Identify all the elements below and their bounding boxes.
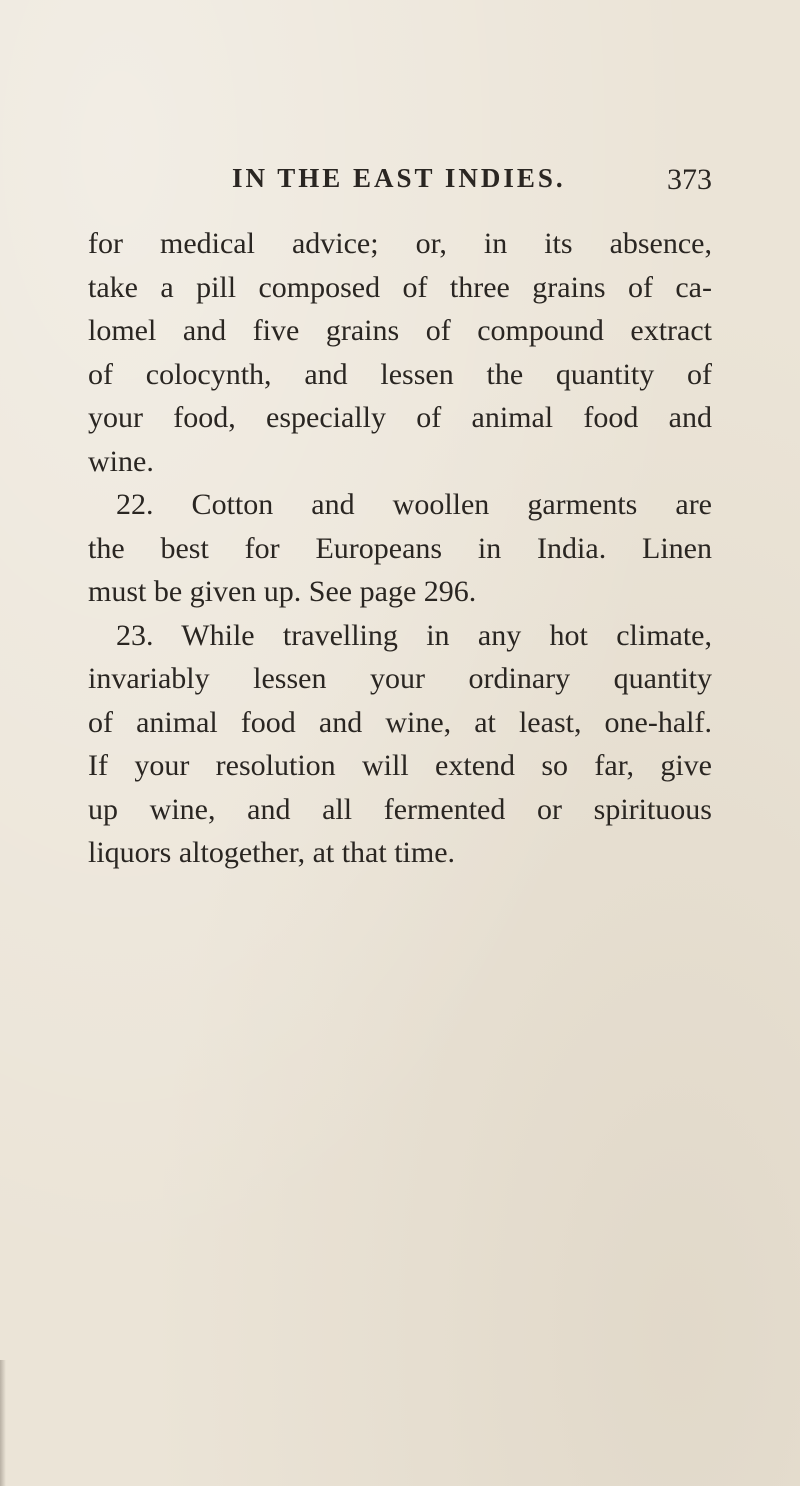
- text-line: 23. While travelling in any hot climate,: [116, 618, 712, 652]
- running-head-title: IN THE EAST INDIES.: [232, 163, 566, 193]
- body-text: [88, 222, 712, 875]
- text-line: wine.: [88, 444, 154, 478]
- text-line: your food, especially of animal food and: [88, 401, 712, 434]
- page-number: 373: [667, 163, 712, 196]
- text-line: take a pill composed of three grains of ca-: [88, 270, 712, 304]
- text-line: up wine, and all fermented or spirituous: [88, 792, 712, 826]
- text-line: of colocynth, and lessen the quantity of: [88, 357, 712, 391]
- text-line: 22. Cotton and woollen garments are: [116, 488, 712, 521]
- text-line: the best for Europeans in India. Linen: [88, 531, 712, 565]
- running-head: [232, 163, 712, 203]
- text-line: invariably lessen your ordinary quantity: [88, 662, 712, 695]
- text-line: must be given up. See page 296.: [88, 575, 477, 608]
- text-line: If your resolution will extend so far, give: [88, 749, 712, 782]
- text-line: lomel and five grains of compound extract: [88, 314, 712, 347]
- text-line: liquors altogether, at that time.: [88, 836, 456, 869]
- text-line: of animal food and wine, at least, one-half.: [88, 705, 712, 739]
- page-edge-shadow: [0, 1360, 6, 1486]
- text-line: for medical advice; or, in its absence,: [88, 227, 712, 260]
